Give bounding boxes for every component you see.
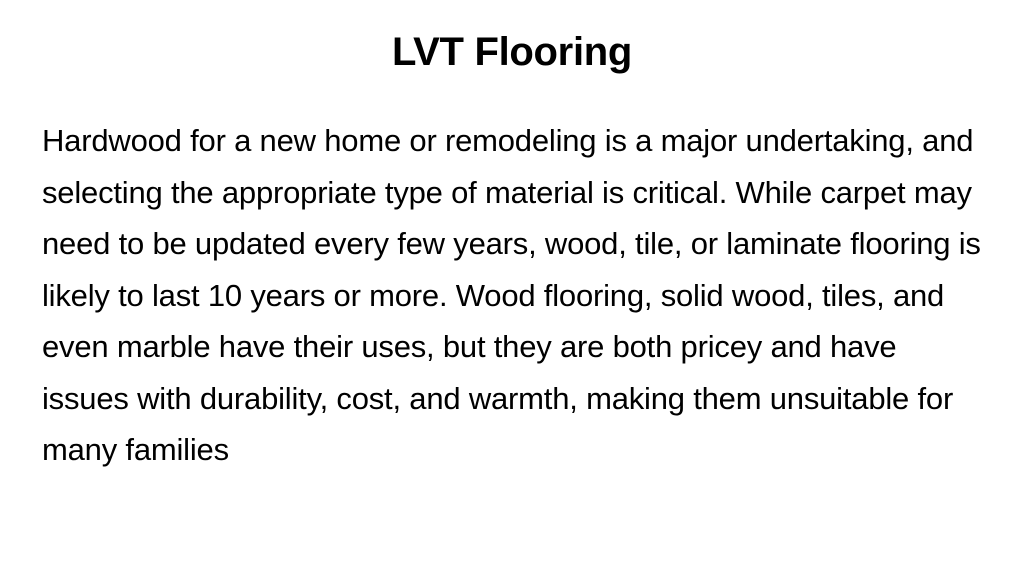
slide-body-text: Hardwood for a new home or remodeling is a major undertaking, and selecting the appropriate type of material is critical. While carpet may need to be updated every few years, wood, tile, or laminate flooring is likely to last 10 years or more. Wood flooring, solid wood, tiles, and even marble have their uses, but they are both pricey and have issues with durability, cost, and warmth, making them unsuitable for many families xyxy=(42,123,981,467)
slide-title: LVT Flooring xyxy=(391,30,633,74)
